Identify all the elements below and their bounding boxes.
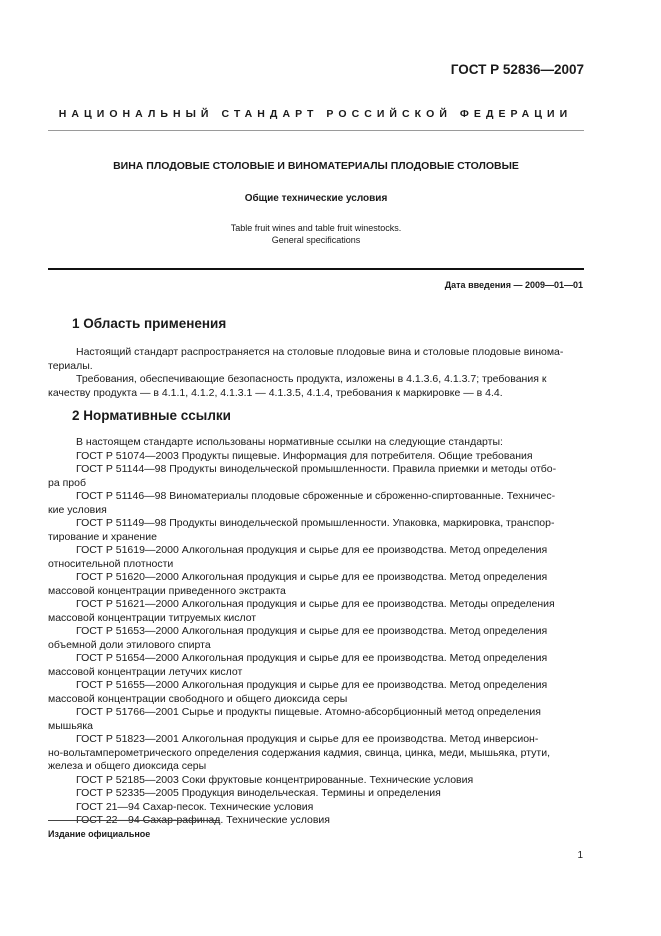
footer-divider xyxy=(48,820,220,821)
reference-line: ГОСТ Р 51654—2000 Алкогольная продукция и сырье для ее производства. Метод определения xyxy=(76,652,548,664)
reference-line: железа и общего диоксида серы xyxy=(48,760,207,772)
document-title: ВИНА ПЛОДОВЫЕ СТОЛОВЫЕ И ВИНОМАТЕРИАЛЫ ПЛОДОВЫЕ СТОЛОВЫЕ xyxy=(113,160,519,172)
gost-number: ГОСТ Р 52836—2007 xyxy=(450,62,584,77)
reference-line: массовой концентрации свободного и общего диоксида серы xyxy=(48,692,348,705)
reference-line: мышьяка xyxy=(48,719,94,732)
reference-line: ГОСТ Р 51074—2003 Продукты пищевые. Информация для потребителя. Общие требования xyxy=(76,449,533,462)
reference-line: кие условия xyxy=(48,503,107,516)
reference-line: ГОСТ Р 52185—2003 Соки фруктовые концентрированные. Технические условия xyxy=(76,773,474,786)
reference-line: но-вольтамперометрического определения содержания кадмия, свинца, цинка, меди, мышьяка, ртути, xyxy=(48,746,550,759)
reference-line: ГОСТ 22—94 Сахар-рафинад. Технические условия xyxy=(76,814,330,826)
reference-line: относительной плотности xyxy=(48,557,174,570)
reference-line: ГОСТ Р 51621—2000 Алкогольная продукция и сырье для ее производства. Методы определения xyxy=(76,598,555,610)
reference-line: ГОСТ Р 51620—2000 Алкогольная продукция и сырье для ее производства. Метод определения xyxy=(76,571,548,583)
text-line: териалы. xyxy=(48,359,93,372)
reference-line: ГОСТ Р 52335—2005 Продукция винодельческая. Термины и определения xyxy=(76,787,441,799)
section-heading-references: 2 Нормативные ссылки xyxy=(72,408,231,423)
reference-line: ГОСТ Р 51766—2001 Сырье и продукты пищевые. Атомно-абсорбционный метод определения xyxy=(76,706,541,718)
reference-line: ГОСТ Р 51144—98 Продукты винодельческой промышленности. Правила приемки и методы отбо- xyxy=(76,463,557,475)
text-line: Настоящий стандарт распространяется на столовые плодовые вина и столовые плодовые винома- xyxy=(76,346,564,358)
reference-line: объемной доли этилового спирта xyxy=(48,638,211,651)
official-edition-label: Издание официальное xyxy=(48,829,151,839)
introduction-date: Дата введения — 2009—01—01 xyxy=(444,280,583,290)
reference-line: массовой концентрации титруемых кислот xyxy=(48,611,257,624)
reference-line: массовой концентрации летучих кислот xyxy=(48,665,243,678)
title-divider xyxy=(48,268,584,270)
page-number: 1 xyxy=(577,850,583,861)
national-standard-banner: НАЦИОНАЛЬНЫЙ СТАНДАРТ РОССИЙСКОЙ ФЕДЕРАЦИИ xyxy=(58,108,573,120)
header-divider xyxy=(48,130,584,131)
text-line: Требования, обеспечивающие безопасность продукта, изложены в 4.1.3.6, 4.1.3.7; требования к xyxy=(76,373,547,385)
section-references-text xyxy=(48,436,583,828)
reference-line: ГОСТ Р 51823—2001 Алкогольная продукция и сырье для ее производства. Метод инверсион- xyxy=(76,733,539,745)
section-heading-scope: 1 Область применения xyxy=(72,316,227,331)
english-title xyxy=(48,222,584,246)
english-title-line: General specifications xyxy=(271,235,361,245)
document-subtitle: Общие технические условия xyxy=(244,193,388,204)
reference-line: ГОСТ Р 51146—98 Виноматериалы плодовые сброженные и сброженно-спиртованные. Техничес- xyxy=(76,490,556,502)
text-line: качеству продукта — в 4.1.1, 4.1.2, 4.1.3.1 — 4.1.3.5, 4.1.4, требования к маркировке — в 4.4. xyxy=(48,386,503,399)
reference-line: тирование и хранение xyxy=(48,530,157,543)
reference-line: ГОСТ 21—94 Сахар-песок. Технические условия xyxy=(76,800,314,813)
english-title-line: Table fruit wines and table fruit winestocks. xyxy=(230,223,402,233)
section-scope-text xyxy=(48,346,583,400)
reference-line: ГОСТ Р 51653—2000 Алкогольная продукция и сырье для ее производства. Метод определения xyxy=(76,625,548,637)
reference-line: ГОСТ Р 51149—98 Продукты винодельческой промышленности. Упаковка, маркировка, транспор- xyxy=(76,517,555,529)
reference-line: ГОСТ Р 51655—2000 Алкогольная продукция и сырье для ее производства. Метод определения xyxy=(76,679,548,691)
text-line: В настоящем стандарте использованы нормативные ссылки на следующие стандарты: xyxy=(76,436,503,448)
reference-line: ра проб xyxy=(48,476,86,489)
reference-line: массовой концентрации приведенного экстракта xyxy=(48,584,286,597)
reference-line: ГОСТ Р 51619—2000 Алкогольная продукция и сырье для ее производства. Метод определения xyxy=(76,544,548,556)
